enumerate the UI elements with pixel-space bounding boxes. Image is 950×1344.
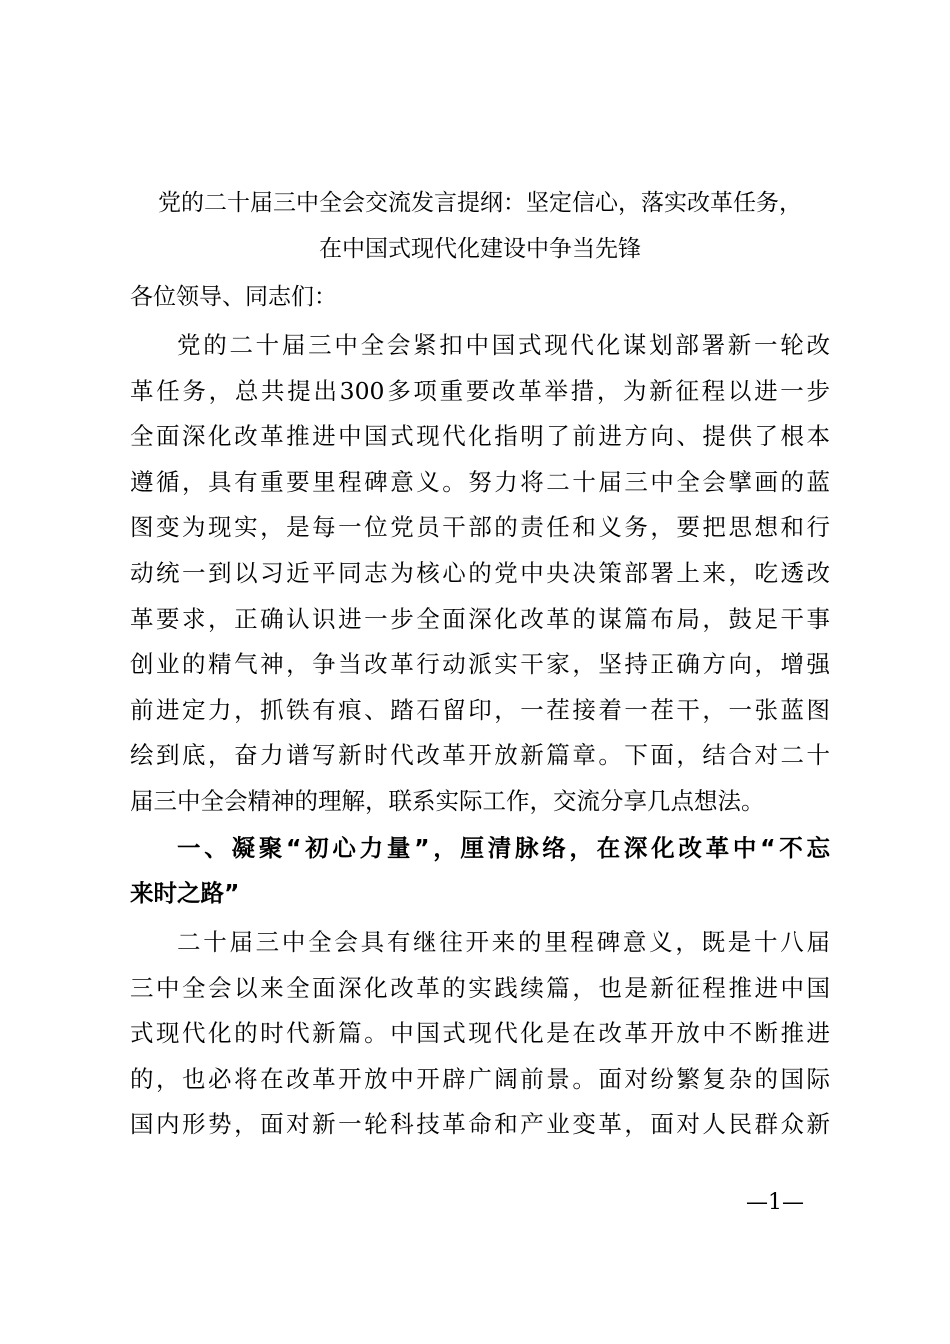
heading-line: 来时之路” — [130, 879, 240, 907]
section-heading-1 — [130, 826, 830, 916]
document-title-line-1: 党的二十届三中全会交流发言提纲：坚定信心，落实改革任务， — [158, 190, 802, 216]
paragraph-line: 党的二十届三中全会紧扣中国式现代化谋划部署新一轮改 — [177, 331, 830, 359]
paragraph-line: 前进定力，抓铁有痕、踏石留印，一茬接着一茬干，一张蓝图 — [130, 695, 830, 724]
page-number: —1— — [746, 1190, 804, 1215]
paragraph-line: 式现代化的时代新篇。中国式现代化是在改革开放中不断推进 — [130, 1019, 830, 1048]
document-title-line-2: 在中国式现代化建设中争当先锋 — [319, 236, 641, 262]
paragraph-line: 二十届三中全会具有继往开来的里程碑意义，既是十八届 — [177, 928, 830, 956]
paragraph-line: 动统一到以习近平同志为核心的党中央决策部署上来，吃透改 — [130, 558, 830, 587]
paragraph-line: 遵循，具有重要里程碑意义。努力将二十届三中全会擘画的蓝 — [130, 467, 830, 496]
paragraph-line: 全面深化改革推进中国式现代化指明了前进方向、提供了根本 — [130, 422, 830, 451]
heading-line: 一、凝聚“初心力量”，厘清脉络，在深化改革中“不忘 — [177, 834, 830, 862]
paragraph-line: 届三中全会精神的理解，联系实际工作，交流分享几点想法。 — [130, 786, 765, 815]
paragraph-2 — [130, 920, 830, 1148]
paragraph-line: 革任务，总共提出300多项重要改革举措，为新征程以进一步 — [130, 376, 830, 405]
paragraph-line: 国内形势，面对新一轮科技革命和产业变革，面对人民群众新 — [130, 1110, 830, 1139]
paragraph-line: 创业的精气神，争当改革行动派实干家，坚持正确方向，增强 — [130, 650, 830, 679]
paragraph-line: 革要求，正确认识进一步全面深化改革的谋篇布局，鼓足干事 — [130, 604, 830, 633]
paragraph-line: 绘到底，奋力谱写新时代改革开放新篇章。下面，结合对二十 — [130, 741, 830, 770]
paragraph-1 — [130, 323, 830, 825]
paragraph-line: 的，也必将在改革开放中开辟广阔前景。面对纷繁复杂的国际 — [130, 1064, 830, 1093]
paragraph-line: 图变为现实，是每一位党员干部的责任和义务，要把思想和行 — [130, 513, 830, 542]
paragraph-line: 三中全会以来全面深化改革的实践续篇，也是新征程推进中国 — [130, 973, 830, 1002]
salutation: 各位领导、同志们： — [130, 284, 337, 310]
